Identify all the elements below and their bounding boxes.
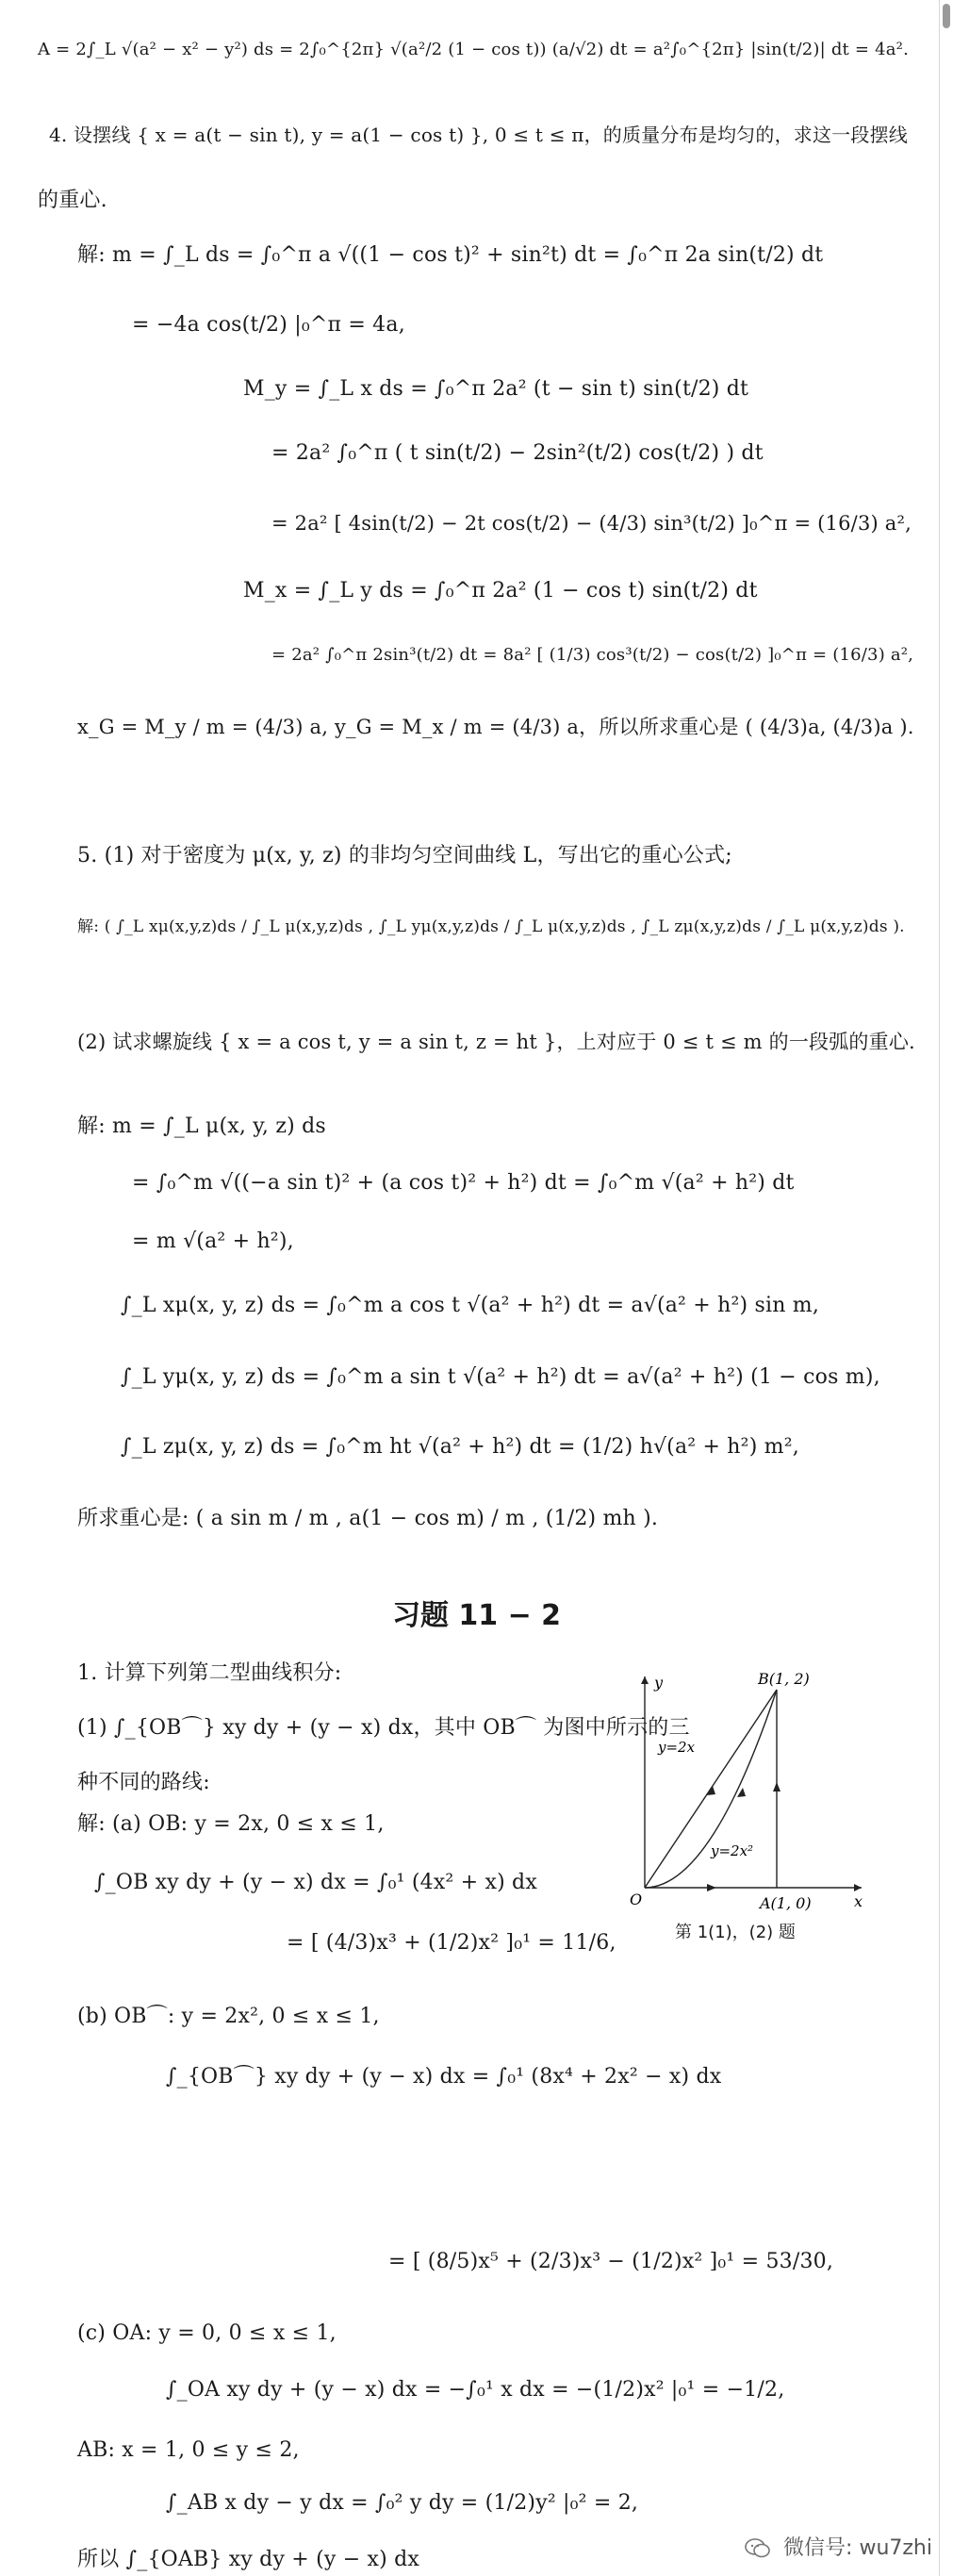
text-line-l25: 解: (a) OB: y = 2x, 0 ≤ x ≤ 1, — [77, 1812, 385, 1836]
wechat-icon — [745, 2538, 771, 2559]
scrollbar-thumb[interactable] — [943, 4, 950, 28]
text-line-l33: AB: x = 1, 0 ≤ y ≤ 2, — [77, 2438, 300, 2462]
text-line-l35: 所以 ∫_{OAB} xy dy + (y − x) dx — [77, 2548, 419, 2571]
text-line-l20: ∫_L zμ(x, y, z) ds = ∫₀^m ht √(a² + h²) dt = (1/2) h√(a² + h²) m², — [121, 1435, 799, 1459]
text-line-l9: M_x = ∫_L y ds = ∫₀^π 2a² (1 − cos t) sin(t/2) dt — [243, 579, 758, 603]
text-line-l30: = [ (8/5)x⁵ + (2/3)x³ − (1/2)x² ]₀¹ = 53/30, — [388, 2250, 834, 2273]
wechat-watermark — [745, 2532, 932, 2561]
x-axis-arrow — [854, 1884, 862, 1891]
text-line-l7: = 2a² ∫₀^π ( t sin(t/2) − 2sin²(t/2) cos(t/2) ) dt — [271, 441, 764, 465]
section-heading: 习题 11 − 2 — [391, 1599, 562, 1632]
x-axis-label: x — [854, 1892, 863, 1910]
text-line-l15: 解: m = ∫_L μ(x, y, z) ds — [77, 1115, 326, 1138]
text-line-l17: = m √(a² + h²), — [132, 1230, 294, 1253]
line-label: y=2x — [658, 1739, 696, 1756]
text-line-l29: ∫_{OB⌒} xy dy + (y − x) dx = ∫₀¹ (8x⁴ + 2x² − x) dx — [166, 2065, 722, 2089]
text-line-l16: = ∫₀^m √((−a sin t)² + (a cos t)² + h²) dt = ∫₀^m √(a² + h²) dt — [132, 1171, 795, 1195]
text-line-l1: A = 2∫_L √(a² − x² − y²) ds = 2∫₀^{2π} √(a²/2 (1 − cos t)) (a/√2) dt = a²∫₀^{2π} |sin(t/2)| dt = 4a². — [38, 40, 910, 59]
scrollbar[interactable] — [939, 0, 953, 2576]
text-line-l14: (2) 试求螺旋线 { x = a cos t, y = a sin t, z = ht }，上对应于 0 ≤ t ≤ m 的一段弧的重心. — [77, 1031, 915, 1053]
text-line-l22: 1. 计算下列第二型曲线积分: — [77, 1661, 342, 1685]
text-line-l31: (c) OA: y = 0, 0 ≤ x ≤ 1, — [77, 2321, 337, 2345]
text-line-l24: 种不同的路线: — [77, 1771, 210, 1794]
origin-label: O — [630, 1891, 643, 1908]
path-diagram — [626, 1669, 871, 1914]
figure-caption: 第 1(1)，(2) 题 — [675, 1923, 796, 1942]
text-line-l27: = [ (4/3)x³ + (1/2)x² ]₀¹ = 11/6, — [287, 1931, 616, 1955]
text-line-l3: 的重心. — [38, 189, 107, 212]
text-line-l8: = 2a² [ 4sin(t/2) − 2t cos(t/2) − (4/3) sin³(t/2) ]₀^π = (16/3) a², — [271, 512, 912, 535]
y-axis-label: y — [654, 1674, 664, 1692]
text-line-l2: 4. 设摆线 { x = a(t − sin t), y = a(1 − cos t) }, 0 ≤ t ≤ π，的质量分布是均匀的，求这一段摆线 — [49, 124, 908, 146]
text-line-l19: ∫_L yμ(x, y, z) ds = ∫₀^m a sin t √(a² + h²) dt = a√(a² + h²) (1 − cos m), — [121, 1365, 880, 1389]
point-a-label: A(1, 0) — [760, 1894, 812, 1912]
text-line-l34: ∫_AB x dy − y dx = ∫₀² y dy = (1/2)y² |₀² = 2, — [166, 2491, 639, 2515]
text-line-l5: = −4a cos(t/2) |₀^π = 4a, — [132, 313, 405, 337]
y-axis-arrow — [641, 1676, 649, 1684]
text-line-l21: 所求重心是: ( a sin m / m , a(1 − cos m) / m , (1/2) mh ). — [77, 1507, 659, 1530]
ab-arrow — [773, 1782, 780, 1792]
point-b-label: B(1, 2) — [758, 1670, 810, 1688]
text-line-l4: 解: m = ∫_L ds = ∫₀^π a √((1 − cos t)² + sin²t) dt = ∫₀^π 2a sin(t/2) dt — [77, 243, 824, 267]
text-line-l10: = 2a² ∫₀^π 2sin³(t/2) dt = 8a² [ (1/3) cos³(t/2) − cos(t/2) ]₀^π = (16/3) a², — [271, 645, 914, 665]
text-line-l28: (b) OB⌒: y = 2x², 0 ≤ x ≤ 1, — [77, 2005, 380, 2028]
text-line-l6: M_y = ∫_L x ds = ∫₀^π 2a² (t − sin t) sin(t/2) dt — [243, 377, 749, 401]
curve-label: y=2x² — [711, 1842, 754, 1859]
text-line-l13: 解: ( ∫_L xμ(x,y,z)ds / ∫_L μ(x,y,z)ds , ∫_L yμ(x,y,z)ds / ∫_L μ(x,y,z)ds , ∫_L zμ(x,y,z)ds / ∫_L μ(x,y,z)ds ). — [77, 917, 905, 936]
text-line-l12: 5. (1) 对于密度为 μ(x, y, z) 的非均匀空间曲线 L，写出它的重心公式; — [77, 844, 732, 867]
text-line-l11: x_G = M_y / m = (4/3) a, y_G = M_x / m = (4/3) a，所以所求重心是 ( (4/3)a, (4/3)a ). — [77, 716, 914, 738]
watermark-text: 微信号: wu7zhi — [783, 2536, 932, 2560]
text-line-l32: ∫_OA xy dy + (y − x) dx = −∫₀¹ x dx = −(1/2)x² |₀¹ = −1/2, — [166, 2378, 785, 2402]
text-line-l26: ∫_OB xy dy + (y − x) dx = ∫₀¹ (4x² + x) dx — [94, 1871, 537, 1894]
text-line-l18: ∫_L xμ(x, y, z) ds = ∫₀^m a cos t √(a² + h²) dt = a√(a² + h²) sin m, — [121, 1294, 820, 1317]
oa-arrow — [707, 1884, 716, 1891]
text-line-l23: (1) ∫_{OB⌒} xy dy + (y − x) dx，其中 OB⌒ 为图中所示的三 — [77, 1716, 690, 1740]
